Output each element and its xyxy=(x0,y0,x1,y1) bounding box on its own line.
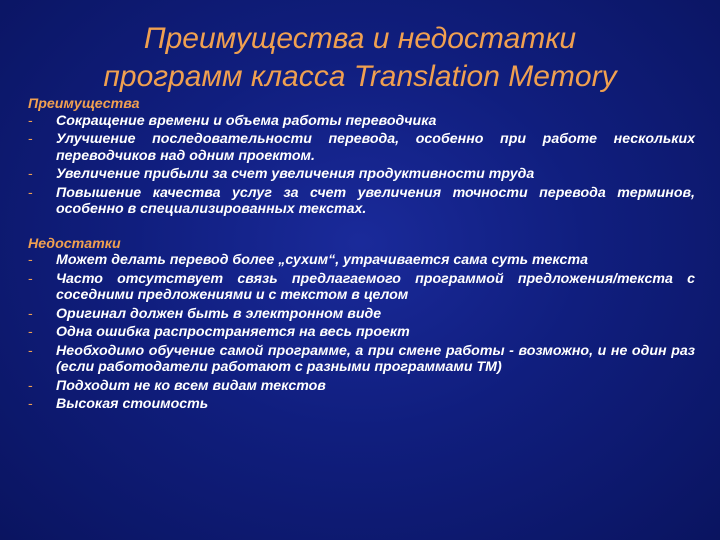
title-line-1: Преимущества и недостатки xyxy=(143,22,577,55)
list-item xyxy=(28,113,695,130)
title-line-2: программ класса Translation Memory xyxy=(103,60,617,93)
disadvantages-list xyxy=(28,252,695,413)
list-item xyxy=(28,324,695,341)
list-item xyxy=(28,166,695,183)
bullet-dash: - xyxy=(28,252,33,268)
list-item-text: Необходимо обучение самой программе, а при смене работы - возможно, и не один раз (если работодатели работают с разными программами TM) xyxy=(56,342,695,375)
list-item-text: Одна ошибка распространяется на весь проект xyxy=(56,324,410,340)
list-item xyxy=(28,252,695,269)
list-item xyxy=(28,306,695,323)
list-item xyxy=(28,271,695,304)
list-item xyxy=(28,131,695,164)
list-item-text: Повышение качества услуг за счет увеличения точности перевода терминов, особенно в специализированных текстах. xyxy=(56,184,695,217)
slide-title xyxy=(20,20,700,96)
list-item xyxy=(28,343,695,376)
list-item-text: Улучшение последовательности перевода, особенно при работе нескольких переводчиков над одним проектом. xyxy=(56,131,695,164)
list-item-text: Сокращение времени и объема работы переводчика xyxy=(56,112,437,129)
bullet-dash: - xyxy=(28,184,33,201)
bullet-dash: - xyxy=(28,324,33,340)
disadvantages-heading: Недостатки xyxy=(28,235,121,252)
bullet-dash: - xyxy=(28,166,33,182)
list-item-text: Часто отсутствует связь предлагаемого программой предложения/текста с соседними предложениями и с текстом в целом xyxy=(56,270,695,303)
bullet-dash: - xyxy=(28,305,33,322)
bullet-dash: - xyxy=(28,342,33,359)
list-item-text: Оригинал должен быть в электронном виде xyxy=(56,305,382,322)
list-item-text: Может делать перевод более „сухим“, утрачивается сама суть текста xyxy=(56,252,588,268)
slide-content xyxy=(28,96,695,415)
list-item-text: Подходит не ко всем видам текстов xyxy=(56,377,326,394)
bullet-dash: - xyxy=(28,396,33,412)
advantages-heading: Преимущества xyxy=(28,96,140,112)
bullet-dash: - xyxy=(28,270,33,287)
list-item-text: Высокая стоимость xyxy=(56,396,209,412)
list-item xyxy=(28,185,695,218)
list-item xyxy=(28,378,695,395)
bullet-dash: - xyxy=(28,112,33,129)
advantages-list xyxy=(28,113,695,218)
bullet-dash: - xyxy=(28,377,33,394)
list-item xyxy=(28,396,695,413)
bullet-dash: - xyxy=(28,131,33,147)
list-item-text: Увеличение прибыли за счет увеличения продуктивности труда xyxy=(56,166,535,182)
